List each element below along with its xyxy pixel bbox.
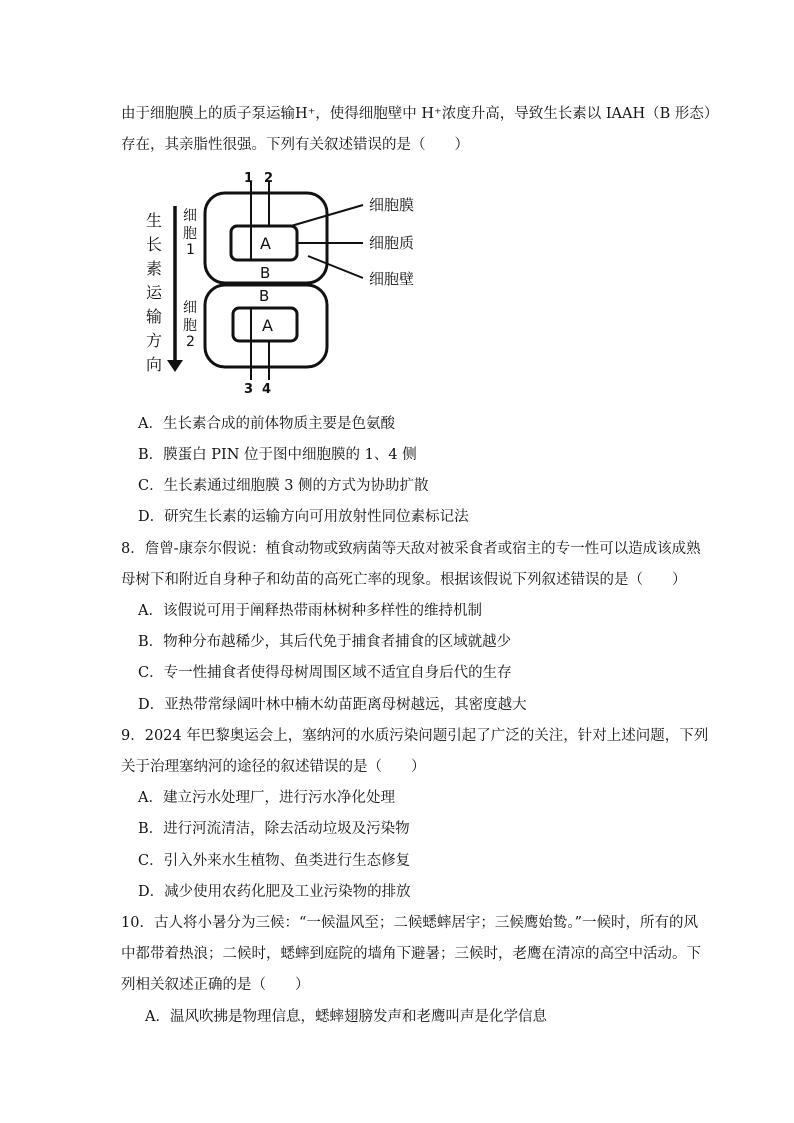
- arrow-head: [167, 360, 183, 372]
- wall-pointer: [308, 256, 363, 278]
- svg-text:输: 输: [146, 307, 163, 326]
- q9-option-c: C．引入外来水生植物、鱼类进行生态修复: [138, 853, 411, 869]
- q9-option-d: D．减少使用农药化肥及工业污染物的排放: [138, 884, 411, 900]
- q8-option-b: B．物种分布越稀少，其后代免于捕食者捕食的区域就越少: [138, 634, 512, 650]
- q8-option-d: D．亚热带常绿阔叶林中楠木幼苗距离母树越远，其密度越大: [138, 697, 527, 713]
- question-10-stem-line-2: 中都带着热浪；二候时，蟋蟀到庭院的墙角下避暑；三候时，老鹰在清凉的高空中活动。下: [121, 946, 701, 962]
- question-10-stem-line-1: 10．古人将小暑分为三候：“一候温风至；二候蟋蟀居宇；三候鹰始鸷。”一候时，所有的风: [121, 915, 699, 931]
- cell-2-wall-B: B: [259, 287, 270, 305]
- question-10-stem-line-3: 列相关叙述正确的是（ ）: [121, 977, 310, 993]
- svg-text:1: 1: [186, 242, 195, 258]
- svg-text:胞: 胞: [183, 226, 197, 242]
- svg-text:长: 长: [146, 235, 163, 254]
- svg-text:方: 方: [146, 331, 163, 350]
- q9-option-a: A．建立污水处理厂，进行污水净化处理: [138, 790, 395, 806]
- label-cell-wall: 细胞壁: [369, 270, 415, 288]
- q9-option-b: B．进行河流清洁，除去活动垃圾及污染物: [138, 821, 410, 837]
- side-1-number: 1: [244, 171, 254, 186]
- q7-option-c: C．生长素通过细胞膜 3 侧的方式为协助扩散: [138, 478, 429, 494]
- svg-text:2: 2: [186, 334, 195, 350]
- svg-text:胞: 胞: [183, 318, 197, 334]
- question-7-stem-line-2: 存在，其亲脂性很强。下列有关叙述错误的是（ ）: [121, 137, 469, 153]
- svg-text:细: 细: [183, 300, 197, 316]
- question-9-stem-line-1: 9．2024 年巴黎奥运会上，塞纳河的水质污染问题引起了广泛的关注，针对上述问题，下列: [121, 728, 709, 744]
- q7-option-d: D．研究生长素的运输方向可用放射性同位素标记法: [138, 509, 469, 525]
- svg-text:细: 细: [183, 208, 197, 224]
- question-7-stem-line-1: 由于细胞膜上的质子泵运输H⁺，使得细胞壁中 H⁺浓度升高，导致生长素以 IAAH（B 形态）: [121, 106, 719, 122]
- q10-option-a: A．温风吹拂是物理信息，蟋蟀翅膀发声和老鹰叫声是化学信息: [145, 1009, 547, 1025]
- q7-option-a: A．生长素合成的前体物质主要是色氨酸: [138, 416, 395, 432]
- label-cell-membrane: 细胞膜: [369, 196, 415, 214]
- cell-1-label: [183, 208, 197, 258]
- cell-2-cytoplasm-A: A: [262, 316, 273, 335]
- label-cytoplasm: 细胞质: [369, 234, 415, 252]
- q7-option-b: B．膜蛋白 PIN 位于图中细胞膜的 1、4 侧: [138, 447, 417, 463]
- side-3-number: 3: [244, 382, 254, 397]
- svg-text:生: 生: [146, 211, 163, 230]
- svg-text:向: 向: [146, 355, 163, 374]
- auxin-transport-diagram: [138, 168, 448, 400]
- q8-option-a: A．该假说可用于阐释热带雨林树种多样性的维持机制: [138, 603, 482, 619]
- svg-text:素: 素: [146, 259, 163, 278]
- cell-1-cytoplasm-A: A: [260, 234, 271, 253]
- question-9-stem-line-2: 关于治理塞纳河的途径的叙述错误的是（ ）: [121, 759, 426, 775]
- side-2-number: 2: [264, 171, 274, 186]
- cell-1-wall-B: B: [260, 264, 271, 282]
- question-8-stem-line-1: 8．詹曾-康奈尔假说：植食动物或致病菌等天敌对被采食者或宿主的专一性可以造成该成熟: [121, 541, 701, 557]
- cell-2-label: [183, 300, 197, 350]
- side-4-number: 4: [262, 382, 272, 397]
- svg-text:运: 运: [146, 283, 163, 302]
- q8-option-c: C．专一性捕食者使得母树周围区域不适宜自身后代的生存: [138, 665, 512, 681]
- question-8-stem-line-2: 母树下和附近自身种子和幼苗的高死亡率的现象。根据该假说下列叙述错误的是（ ）: [121, 572, 687, 588]
- arrow-label: [146, 211, 163, 374]
